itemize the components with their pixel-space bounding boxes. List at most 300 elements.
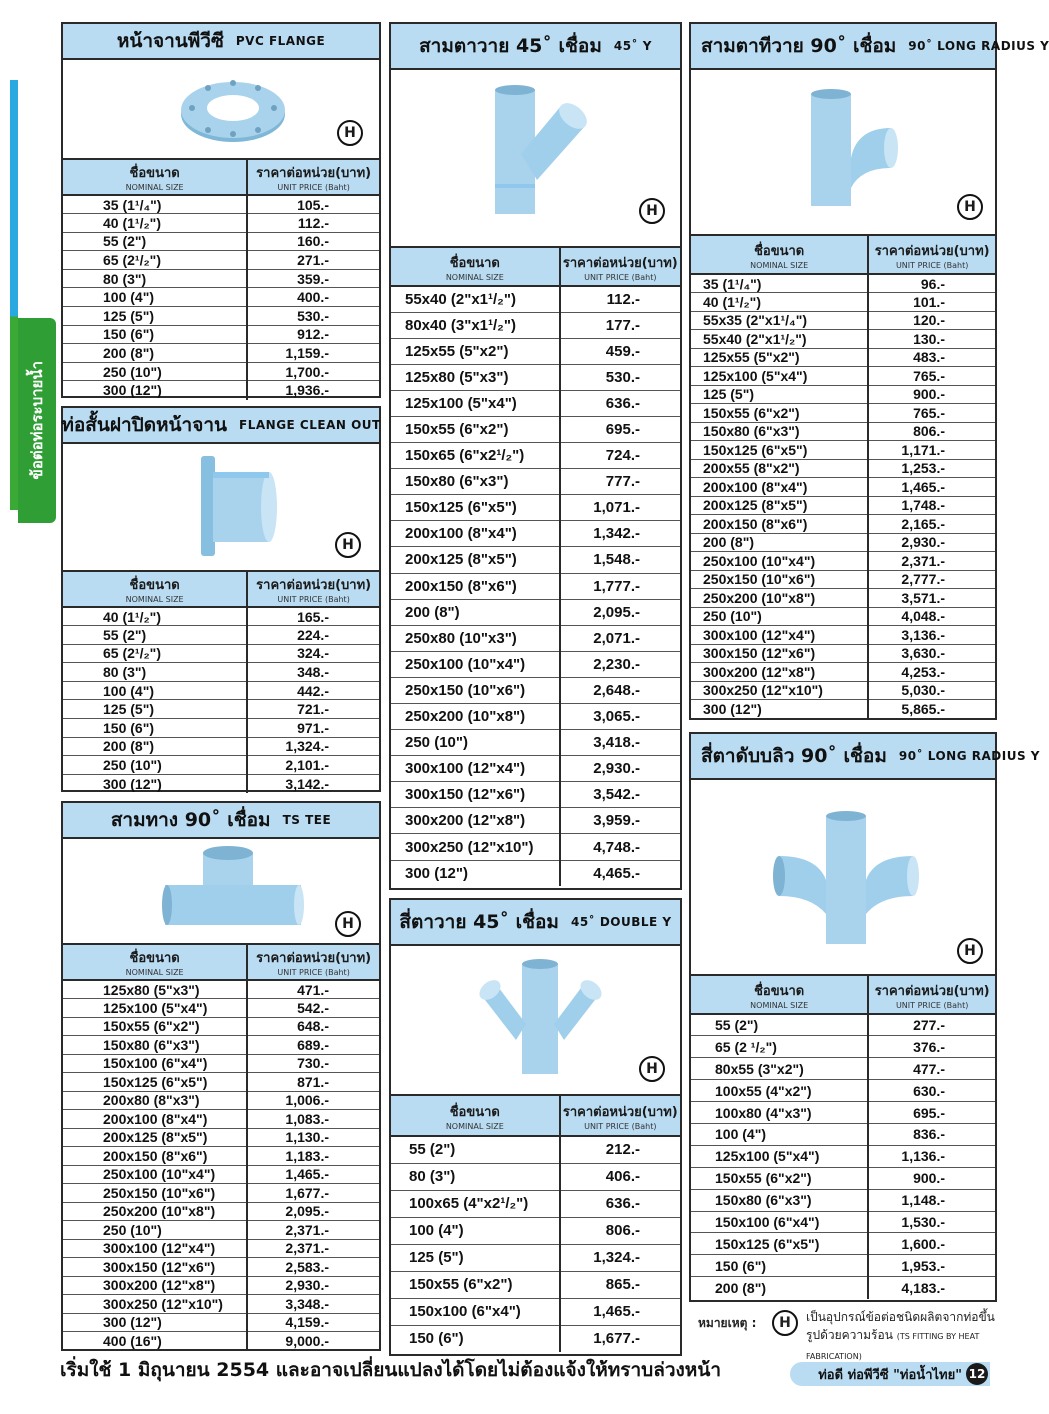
nominal-size-cell: 150 (6") bbox=[691, 1255, 868, 1277]
nominal-size-cell: 125x100 (5"x4") bbox=[691, 1145, 868, 1167]
nominal-size-cell: 400 (16") bbox=[63, 1332, 247, 1351]
nominal-size-cell: 125 (5") bbox=[63, 307, 247, 326]
table-row bbox=[63, 980, 379, 999]
table-row bbox=[691, 552, 995, 571]
unit-price-cell: 865.- bbox=[560, 1271, 680, 1298]
table-row bbox=[691, 533, 995, 552]
product-image-area bbox=[691, 780, 995, 976]
product-image-area bbox=[63, 444, 379, 572]
table-row bbox=[391, 364, 680, 390]
nominal-size-cell: 300x200 (12"x8") bbox=[391, 808, 560, 834]
table-row bbox=[391, 443, 680, 469]
title-english: FLANGE CLEAN OUT bbox=[239, 418, 381, 432]
unit-price-cell: 689.- bbox=[247, 1036, 379, 1055]
nominal-size-cell: 125 (5") bbox=[691, 385, 868, 404]
nominal-size-cell: 200 (8") bbox=[691, 1277, 868, 1299]
table-row bbox=[391, 1271, 680, 1298]
nominal-size-cell: 250x200 (10"x8") bbox=[63, 1202, 247, 1221]
unit-price-cell: 2,101.- bbox=[247, 756, 379, 775]
unit-price-cell: 1,953.- bbox=[868, 1255, 995, 1277]
unit-price-cell: 730.- bbox=[247, 1054, 379, 1073]
nominal-size-cell: 80 (3") bbox=[391, 1163, 560, 1190]
nominal-size-cell: 200x100 (8"x4") bbox=[691, 478, 868, 497]
table-row bbox=[691, 385, 995, 404]
unit-price-cell: 4,183.- bbox=[901, 1279, 945, 1296]
nominal-size-cell: 125 (5") bbox=[391, 1244, 560, 1271]
nominal-size-cell: 150x125 (6"x5") bbox=[691, 441, 868, 460]
nominal-size-cell: 200x100 (8"x4") bbox=[63, 1110, 247, 1129]
nominal-size-cell: 150 (6") bbox=[63, 719, 247, 738]
nominal-size-cell: 300x150 (12"x6") bbox=[691, 644, 868, 663]
nominal-size-cell: 250x200 (10"x8") bbox=[691, 589, 868, 608]
nominal-size-cell: 125x55 (5"x2") bbox=[691, 348, 868, 367]
price-table bbox=[63, 572, 379, 793]
product-image-area bbox=[391, 946, 680, 1096]
nominal-size-cell: 300 (12") bbox=[391, 860, 560, 886]
unit-price-cell: 721.- bbox=[247, 700, 379, 719]
unit-price-cell: 836.- bbox=[868, 1123, 995, 1145]
nominal-size-cell: 125x80 (5"x3") bbox=[63, 980, 247, 999]
unit-price-cell: 2,583.- bbox=[247, 1258, 379, 1277]
table-row bbox=[63, 1202, 379, 1221]
nominal-size-cell: 65 (2¹/₂") bbox=[63, 251, 247, 270]
ts-tee-image bbox=[163, 845, 303, 937]
unit-price-cell: 648.- bbox=[247, 1017, 379, 1036]
table-row bbox=[391, 677, 680, 703]
title-thai: สามตาวาย 45˚ เชื่อม bbox=[419, 35, 602, 57]
table-row bbox=[691, 570, 995, 589]
title-thai: สามตาทีวาย 90˚ เชื่อม bbox=[701, 35, 897, 57]
table-row bbox=[63, 269, 379, 288]
table-row bbox=[391, 625, 680, 651]
nominal-size-cell: 250x150 (10"x6") bbox=[63, 1184, 247, 1203]
unit-price-cell: 1,083.- bbox=[247, 1110, 379, 1129]
table-row bbox=[391, 573, 680, 599]
panel-title bbox=[391, 24, 680, 70]
table-row bbox=[691, 1102, 995, 1124]
panel-title bbox=[63, 803, 379, 839]
nominal-size-cell: 250x150 (10"x6") bbox=[691, 570, 868, 589]
nominal-size-cell: 200x55 (8"x2") bbox=[691, 459, 868, 478]
unit-price-cell: 806.- bbox=[868, 422, 995, 441]
nominal-size-cell: 300x150 (12"x6") bbox=[63, 1258, 247, 1277]
heat-fabrication-icon: H bbox=[772, 1310, 798, 1336]
title-english: 90˚ LONG RADIUS Y bbox=[898, 749, 1040, 763]
table-row bbox=[691, 1233, 995, 1255]
table-row bbox=[691, 404, 995, 423]
table-row bbox=[63, 1276, 379, 1295]
unit-price-cell: 900.- bbox=[868, 1167, 995, 1189]
table-row bbox=[63, 1221, 379, 1240]
unit-price-cell: 777.- bbox=[560, 469, 680, 495]
nominal-size-cell: 100 (4") bbox=[391, 1217, 560, 1244]
table-row bbox=[63, 644, 379, 663]
unit-price-cell: 120.- bbox=[868, 311, 995, 330]
col-unit-price: ราคาต่อหน่วย(บาท) UNIT PRICE (Baht) bbox=[560, 248, 680, 286]
nominal-size-cell: 250 (10") bbox=[63, 756, 247, 775]
panel-title bbox=[63, 408, 379, 444]
panel-title bbox=[391, 900, 680, 946]
nominal-size-cell: 150x80 (6"x3") bbox=[391, 469, 560, 495]
unit-price-cell: 1,748.- bbox=[868, 496, 995, 515]
nominal-size-cell: 300x150 (12"x6") bbox=[391, 782, 560, 808]
unit-price-cell: 2,371.- bbox=[868, 552, 995, 571]
long-radius-y-image bbox=[801, 88, 901, 212]
table-row bbox=[391, 1217, 680, 1244]
table-row bbox=[391, 416, 680, 442]
nominal-size-cell: 150x80 (6"x3") bbox=[63, 1036, 247, 1055]
unit-price-cell: 1,465.- bbox=[560, 1298, 680, 1325]
unit-price-cell: 971.- bbox=[247, 719, 379, 738]
table-row bbox=[691, 1123, 995, 1145]
section-tab bbox=[18, 318, 56, 523]
col-nominal-size: ชื่อขนาด NOMINAL SIZE bbox=[63, 572, 247, 607]
price-table bbox=[391, 248, 680, 886]
unit-price-cell: 406.- bbox=[560, 1163, 680, 1190]
table-row bbox=[391, 338, 680, 364]
nominal-size-cell: 125x100 (5"x4") bbox=[391, 390, 560, 416]
table-row bbox=[391, 860, 680, 886]
table-row bbox=[391, 704, 680, 730]
nominal-size-cell: 250x200 (10"x8") bbox=[391, 704, 560, 730]
panel-double-90-long-radius-y bbox=[689, 732, 1040, 1302]
col-nominal-size: ชื่อขนาด NOMINAL SIZE bbox=[391, 248, 560, 286]
unit-price-cell: 636.- bbox=[560, 390, 680, 416]
unit-price-cell: 1,777.- bbox=[560, 573, 680, 599]
nominal-size-cell: 80x40 (3"x1¹/₂") bbox=[391, 312, 560, 338]
nominal-size-cell: 40 (1¹/₂") bbox=[63, 607, 247, 626]
table-row bbox=[691, 626, 995, 645]
col-unit-price: ราคาต่อหน่วย(บาท) UNIT PRICE (Baht) bbox=[247, 160, 379, 195]
nominal-size-cell: 125 (5") bbox=[63, 700, 247, 719]
price-table bbox=[391, 1096, 680, 1352]
table-row bbox=[391, 1325, 680, 1352]
nominal-size-cell: 250x100 (10"x4") bbox=[391, 651, 560, 677]
nominal-size-cell: 55 (2") bbox=[63, 626, 247, 645]
nominal-size-cell: 150x55 (6"x2") bbox=[391, 1271, 560, 1298]
unit-price-cell: 765.- bbox=[868, 367, 995, 386]
unit-price-cell: 1,159.- bbox=[247, 344, 379, 363]
heat-fabrication-icon: H bbox=[335, 911, 361, 937]
unit-price-cell: 400.- bbox=[247, 288, 379, 307]
unit-price-cell: 3,542.- bbox=[560, 782, 680, 808]
nominal-size-cell: 150x80 (6"x3") bbox=[691, 1189, 868, 1211]
unit-price-cell: 105.- bbox=[247, 195, 379, 214]
unit-price-cell: 130.- bbox=[868, 330, 995, 349]
unit-price-cell: 1,071.- bbox=[560, 495, 680, 521]
table-row bbox=[63, 756, 379, 775]
table-row bbox=[391, 834, 680, 860]
unit-price-cell: 2,165.- bbox=[868, 515, 995, 534]
nominal-size-cell: 250x150 (10"x6") bbox=[391, 677, 560, 703]
unit-price-cell: 96.- bbox=[868, 274, 995, 293]
table-row bbox=[63, 663, 379, 682]
unit-price-cell: 3,630.- bbox=[868, 644, 995, 663]
nominal-size-cell: 125x55 (5"x2") bbox=[391, 338, 560, 364]
footnote-text bbox=[806, 1308, 1001, 1366]
col-nominal-size: ชื่อขนาด NOMINAL SIZE bbox=[63, 160, 247, 195]
table-row bbox=[391, 782, 680, 808]
table-row bbox=[391, 599, 680, 625]
nominal-size-cell: 55 (2") bbox=[391, 1136, 560, 1163]
price-table bbox=[63, 945, 379, 1350]
product-image-area bbox=[691, 70, 995, 236]
table-row bbox=[63, 774, 379, 793]
unit-price-cell: 112.- bbox=[247, 214, 379, 233]
heat-fabrication-icon: H bbox=[337, 120, 363, 146]
unit-price-cell: 1,006.- bbox=[247, 1091, 379, 1110]
unit-price-cell: 4,159.- bbox=[247, 1313, 379, 1332]
table-row bbox=[63, 1110, 379, 1129]
unit-price-cell: 2,930.- bbox=[247, 1276, 379, 1295]
nominal-size-cell: 300 (12") bbox=[691, 700, 868, 719]
table-row bbox=[63, 1332, 379, 1351]
effective-date-notice: เริ่มใช้ 1 มิถุนายน 2554 และอาจเปลี่ยนแปลงได้โดยไม่ต้องแจ้งให้ทราบล่วงหน้า bbox=[60, 1359, 721, 1381]
nominal-size-cell: 55 (2") bbox=[63, 232, 247, 251]
unit-price-cell: 359.- bbox=[247, 269, 379, 288]
table-row bbox=[691, 663, 995, 682]
unit-price-cell: 1,136.- bbox=[868, 1145, 995, 1167]
nominal-size-cell: 55x35 (2"x1¹/₄") bbox=[691, 311, 868, 330]
unit-price-cell: 2,777.- bbox=[868, 570, 995, 589]
price-table bbox=[63, 160, 379, 400]
unit-price-cell: 912.- bbox=[247, 325, 379, 344]
unit-price-cell: 3,418.- bbox=[560, 730, 680, 756]
unit-price-cell: 271.- bbox=[247, 251, 379, 270]
unit-price-cell: 1,253.- bbox=[868, 459, 995, 478]
nominal-size-cell: 300x250 (12"x10") bbox=[391, 834, 560, 860]
footnote-text-thai: เป็นอุปกรณ์ข้อต่อชนิดผลิตจากท่อขึ้นรูปด้วยความร้อน bbox=[806, 1310, 995, 1342]
table-row bbox=[691, 293, 995, 312]
nominal-size-cell: 200x125 (8"x5") bbox=[63, 1128, 247, 1147]
table-row bbox=[691, 274, 995, 293]
price-table bbox=[691, 976, 995, 1299]
table-row bbox=[391, 1244, 680, 1271]
unit-price-cell: 442.- bbox=[247, 681, 379, 700]
nominal-size-cell: 150x100 (6"x4") bbox=[63, 1054, 247, 1073]
product-image-area bbox=[391, 70, 680, 248]
unit-price-cell: 1,183.- bbox=[247, 1147, 379, 1166]
nominal-size-cell: 65 (2 ¹/₂") bbox=[691, 1036, 868, 1058]
nominal-size-cell: 250x80 (10"x3") bbox=[391, 625, 560, 651]
table-row bbox=[691, 607, 995, 626]
nominal-size-cell: 250x100 (10"x4") bbox=[691, 552, 868, 571]
unit-price-cell: 2,095.- bbox=[247, 1202, 379, 1221]
nominal-size-cell: 35 (1¹/₄") bbox=[63, 195, 247, 214]
panel-pvc-flange bbox=[61, 22, 381, 398]
unit-price-cell: 3,142.- bbox=[285, 775, 329, 792]
table-row bbox=[391, 286, 680, 312]
nominal-size-cell: 200x150 (8"x6") bbox=[63, 1147, 247, 1166]
unit-price-cell: 165.- bbox=[247, 607, 379, 626]
panel-45-y bbox=[389, 22, 682, 890]
unit-price-cell: 2,648.- bbox=[560, 677, 680, 703]
table-row bbox=[63, 719, 379, 738]
unit-price-cell: 477.- bbox=[868, 1058, 995, 1080]
unit-price-cell: 1,171.- bbox=[868, 441, 995, 460]
table-row bbox=[63, 1091, 379, 1110]
nominal-size-cell: 250 (10") bbox=[391, 730, 560, 756]
nominal-size-cell: 300x100 (12"x4") bbox=[63, 1239, 247, 1258]
panel-title bbox=[691, 734, 1040, 780]
nominal-size-cell: 250 (10") bbox=[691, 607, 868, 626]
table-row bbox=[63, 626, 379, 645]
flange-clean-out-image bbox=[193, 454, 283, 560]
table-row bbox=[391, 730, 680, 756]
nominal-size-cell: 150x125 (6"x5") bbox=[391, 495, 560, 521]
footnote-text-english: (TS FITTING BY HEAT FABRICATION) bbox=[806, 1332, 980, 1361]
title-thai: สี่ตาวาย 45˚ เชื่อม bbox=[399, 911, 559, 933]
double-long-radius-y-image bbox=[771, 810, 921, 950]
page-number: 12 bbox=[966, 1363, 988, 1385]
nominal-size-cell: 150x65 (6"x2¹/₂") bbox=[391, 443, 560, 469]
table-row bbox=[391, 808, 680, 834]
title-thai: หน้าจานพีวีซี bbox=[116, 30, 224, 52]
nominal-size-cell: 125x100 (5"x4") bbox=[691, 367, 868, 386]
brand-name: ท่อดี ท่อพีวีซี "ท่อน้ำไทย" bbox=[818, 1367, 962, 1383]
table-row bbox=[63, 1313, 379, 1332]
nominal-size-cell: 100 (4") bbox=[691, 1123, 868, 1145]
col-nominal-size: ชื่อขนาด NOMINAL SIZE bbox=[691, 236, 868, 274]
unit-price-cell: 9,000.- bbox=[285, 1333, 329, 1349]
col-unit-price: ราคาต่อหน่วย(บาท) UNIT PRICE (Baht) bbox=[868, 236, 995, 274]
unit-price-cell: 1,677.- bbox=[247, 1184, 379, 1203]
table-row bbox=[63, 288, 379, 307]
table-row bbox=[63, 1295, 379, 1314]
unit-price-cell: 5,030.- bbox=[868, 681, 995, 700]
nominal-size-cell: 300x100 (12"x4") bbox=[691, 626, 868, 645]
unit-price-cell: 530.- bbox=[560, 364, 680, 390]
unit-price-cell: 4,253.- bbox=[868, 663, 995, 682]
nominal-size-cell: 300x250 (12"x10") bbox=[63, 1295, 247, 1314]
unit-price-cell: 324.- bbox=[247, 644, 379, 663]
panel-45-double-y bbox=[389, 898, 682, 1356]
unit-price-cell: 160.- bbox=[247, 232, 379, 251]
title-english: 45˚ Y bbox=[613, 39, 652, 53]
unit-price-cell: 724.- bbox=[560, 443, 680, 469]
unit-price-cell: 3,136.- bbox=[868, 626, 995, 645]
table-row bbox=[391, 495, 680, 521]
wye-45-image bbox=[481, 84, 591, 224]
nominal-size-cell: 125x80 (5"x3") bbox=[391, 364, 560, 390]
table-row bbox=[63, 700, 379, 719]
side-color-strip bbox=[10, 80, 18, 510]
nominal-size-cell: 150x55 (6"x2") bbox=[391, 416, 560, 442]
footnote-label: หมายเหตุ : bbox=[698, 1316, 757, 1330]
table-row bbox=[391, 1298, 680, 1325]
nominal-size-cell: 200x150 (8"x6") bbox=[391, 573, 560, 599]
panel-flange-clean-out bbox=[61, 406, 381, 792]
unit-price-cell: 277.- bbox=[868, 1014, 995, 1036]
unit-price-cell: 483.- bbox=[868, 348, 995, 367]
table-row bbox=[63, 607, 379, 626]
nominal-size-cell: 125x100 (5"x4") bbox=[63, 999, 247, 1018]
nominal-size-cell: 250 (10") bbox=[63, 1221, 247, 1240]
heat-fabrication-icon: H bbox=[957, 194, 983, 220]
nominal-size-cell: 200x125 (8"x5") bbox=[691, 496, 868, 515]
unit-price-cell: 900.- bbox=[868, 385, 995, 404]
table-row bbox=[691, 441, 995, 460]
col-unit-price: ราคาต่อหน่วย(บาท) UNIT PRICE (Baht) bbox=[247, 945, 379, 980]
table-row bbox=[691, 348, 995, 367]
unit-price-cell: 376.- bbox=[868, 1036, 995, 1058]
table-row bbox=[63, 1258, 379, 1277]
unit-price-cell: 2,095.- bbox=[560, 599, 680, 625]
table-row bbox=[63, 1184, 379, 1203]
section-tab-label: ข้อต่อท่อระบายน้ำ bbox=[28, 361, 46, 480]
title-english: 90˚ LONG RADIUS Y bbox=[908, 39, 1049, 53]
unit-price-cell: 2,230.- bbox=[560, 651, 680, 677]
table-row bbox=[63, 381, 379, 400]
nominal-size-cell: 300x200 (12"x8") bbox=[691, 663, 868, 682]
table-row bbox=[63, 1036, 379, 1055]
table-row bbox=[691, 311, 995, 330]
unit-price-cell: 695.- bbox=[868, 1102, 995, 1124]
table-row bbox=[691, 367, 995, 386]
double-wye-45-image bbox=[476, 954, 606, 1084]
unit-price-cell: 871.- bbox=[247, 1073, 379, 1092]
unit-price-cell: 4,048.- bbox=[868, 607, 995, 626]
title-thai: สามทาง 90˚ เชื่อม bbox=[110, 809, 271, 831]
table-row bbox=[691, 1036, 995, 1058]
unit-price-cell: 1,324.- bbox=[247, 737, 379, 756]
table-row bbox=[63, 1128, 379, 1147]
table-row bbox=[391, 390, 680, 416]
table-row bbox=[63, 251, 379, 270]
table-row bbox=[63, 307, 379, 326]
table-row bbox=[691, 1211, 995, 1233]
unit-price-cell: 1,936.- bbox=[285, 382, 329, 399]
panel-title bbox=[63, 24, 379, 60]
table-row bbox=[63, 232, 379, 251]
col-unit-price: ราคาต่อหน่วย(บาท) UNIT PRICE (Baht) bbox=[868, 976, 995, 1014]
unit-price-cell: 2,930.- bbox=[560, 756, 680, 782]
nominal-size-cell: 200x150 (8"x6") bbox=[691, 515, 868, 534]
table-row bbox=[63, 681, 379, 700]
table-row bbox=[63, 362, 379, 381]
table-row bbox=[391, 521, 680, 547]
unit-price-cell: 1,465.- bbox=[868, 478, 995, 497]
unit-price-cell: 3,348.- bbox=[247, 1295, 379, 1314]
unit-price-cell: 695.- bbox=[560, 416, 680, 442]
unit-price-cell: 2,930.- bbox=[868, 533, 995, 552]
nominal-size-cell: 300x250 (12"x10") bbox=[691, 681, 868, 700]
table-row bbox=[391, 547, 680, 573]
table-row bbox=[63, 1239, 379, 1258]
table-row bbox=[691, 1189, 995, 1211]
table-row bbox=[63, 325, 379, 344]
table-row bbox=[63, 1073, 379, 1092]
unit-price-cell: 765.- bbox=[868, 404, 995, 423]
table-row bbox=[63, 1017, 379, 1036]
title-english: TS TEE bbox=[282, 813, 332, 827]
price-table bbox=[691, 236, 995, 718]
heat-fabrication-icon: H bbox=[639, 198, 665, 224]
unit-price-cell: 806.- bbox=[560, 1217, 680, 1244]
table-row bbox=[63, 999, 379, 1018]
title-english: PVC FLANGE bbox=[235, 34, 326, 48]
unit-price-cell: 2,371.- bbox=[247, 1221, 379, 1240]
nominal-size-cell: 150x55 (6"x2") bbox=[691, 404, 868, 423]
table-row bbox=[63, 1147, 379, 1166]
table-row bbox=[391, 1163, 680, 1190]
unit-price-cell: 177.- bbox=[560, 312, 680, 338]
unit-price-cell: 471.- bbox=[247, 980, 379, 999]
table-row bbox=[391, 1136, 680, 1163]
unit-price-cell: 3,959.- bbox=[560, 808, 680, 834]
product-image-area bbox=[63, 839, 379, 945]
unit-price-cell: 1,148.- bbox=[868, 1189, 995, 1211]
